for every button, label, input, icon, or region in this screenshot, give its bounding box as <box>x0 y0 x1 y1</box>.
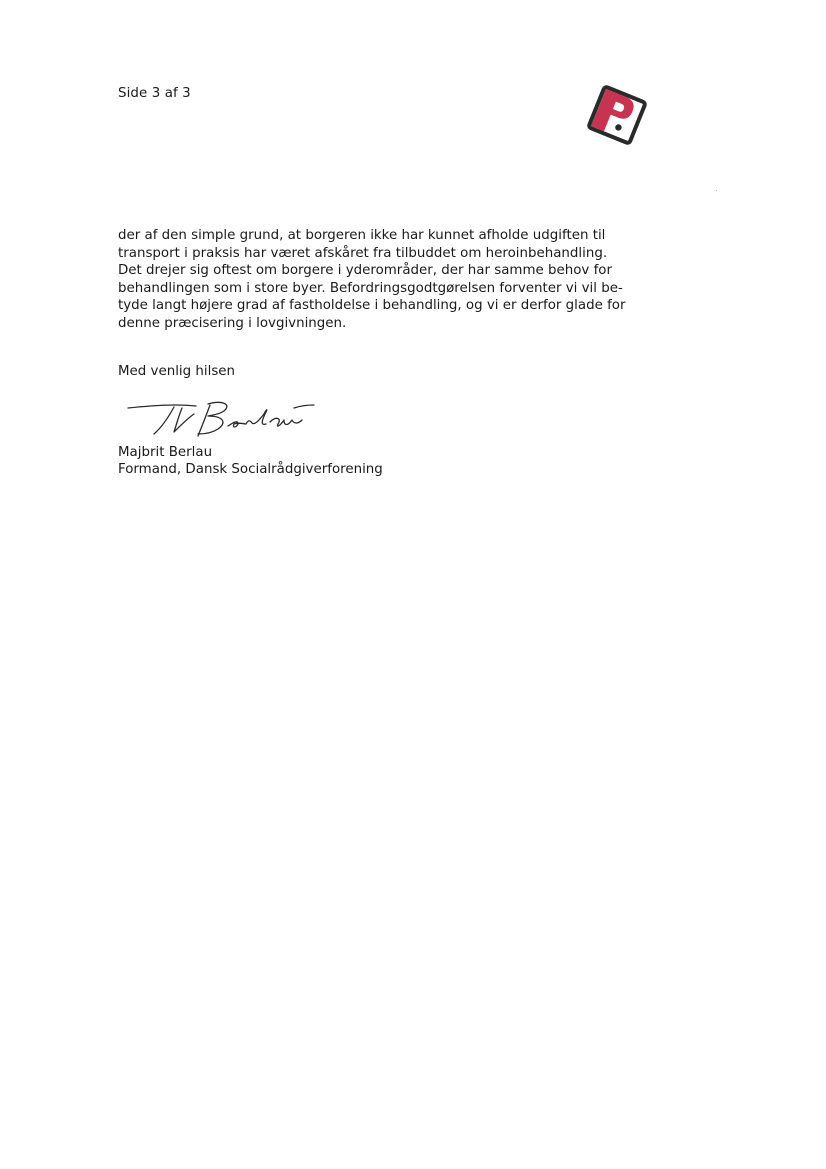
closing-salutation: Med venlig hilsen <box>118 364 236 379</box>
body-line: denne præcisering i lovgivningen. <box>118 315 347 331</box>
body-line: behandlingen som i store byer. Befordringsgodtgørelsen forventer vi vil be- <box>118 280 623 296</box>
body-line: tyde langt højere grad af fastholdelse i behandling, og vi er derfor glade for <box>118 298 626 313</box>
scan-speck <box>716 190 717 191</box>
organization-logo-icon <box>586 84 648 146</box>
signer-title: Formand, Dansk Socialrådgiverforening <box>118 462 383 477</box>
signer-block <box>118 444 383 478</box>
signer-name: Majbrit Berlau <box>118 445 213 460</box>
body-line: transport i praksis har været afskåret fra tilbuddet om heroinbehandling. <box>118 245 608 261</box>
handwritten-signature <box>118 394 368 444</box>
letter-body <box>118 227 638 332</box>
body-line: der af den simple grund, at borgeren ikke har kunnet afholde udgiften til <box>118 228 606 243</box>
page-number: Side 3 af 3 <box>118 86 191 101</box>
body-line: Det drejer sig oftest om borgere i yderområder, der har samme behov for <box>118 263 613 278</box>
